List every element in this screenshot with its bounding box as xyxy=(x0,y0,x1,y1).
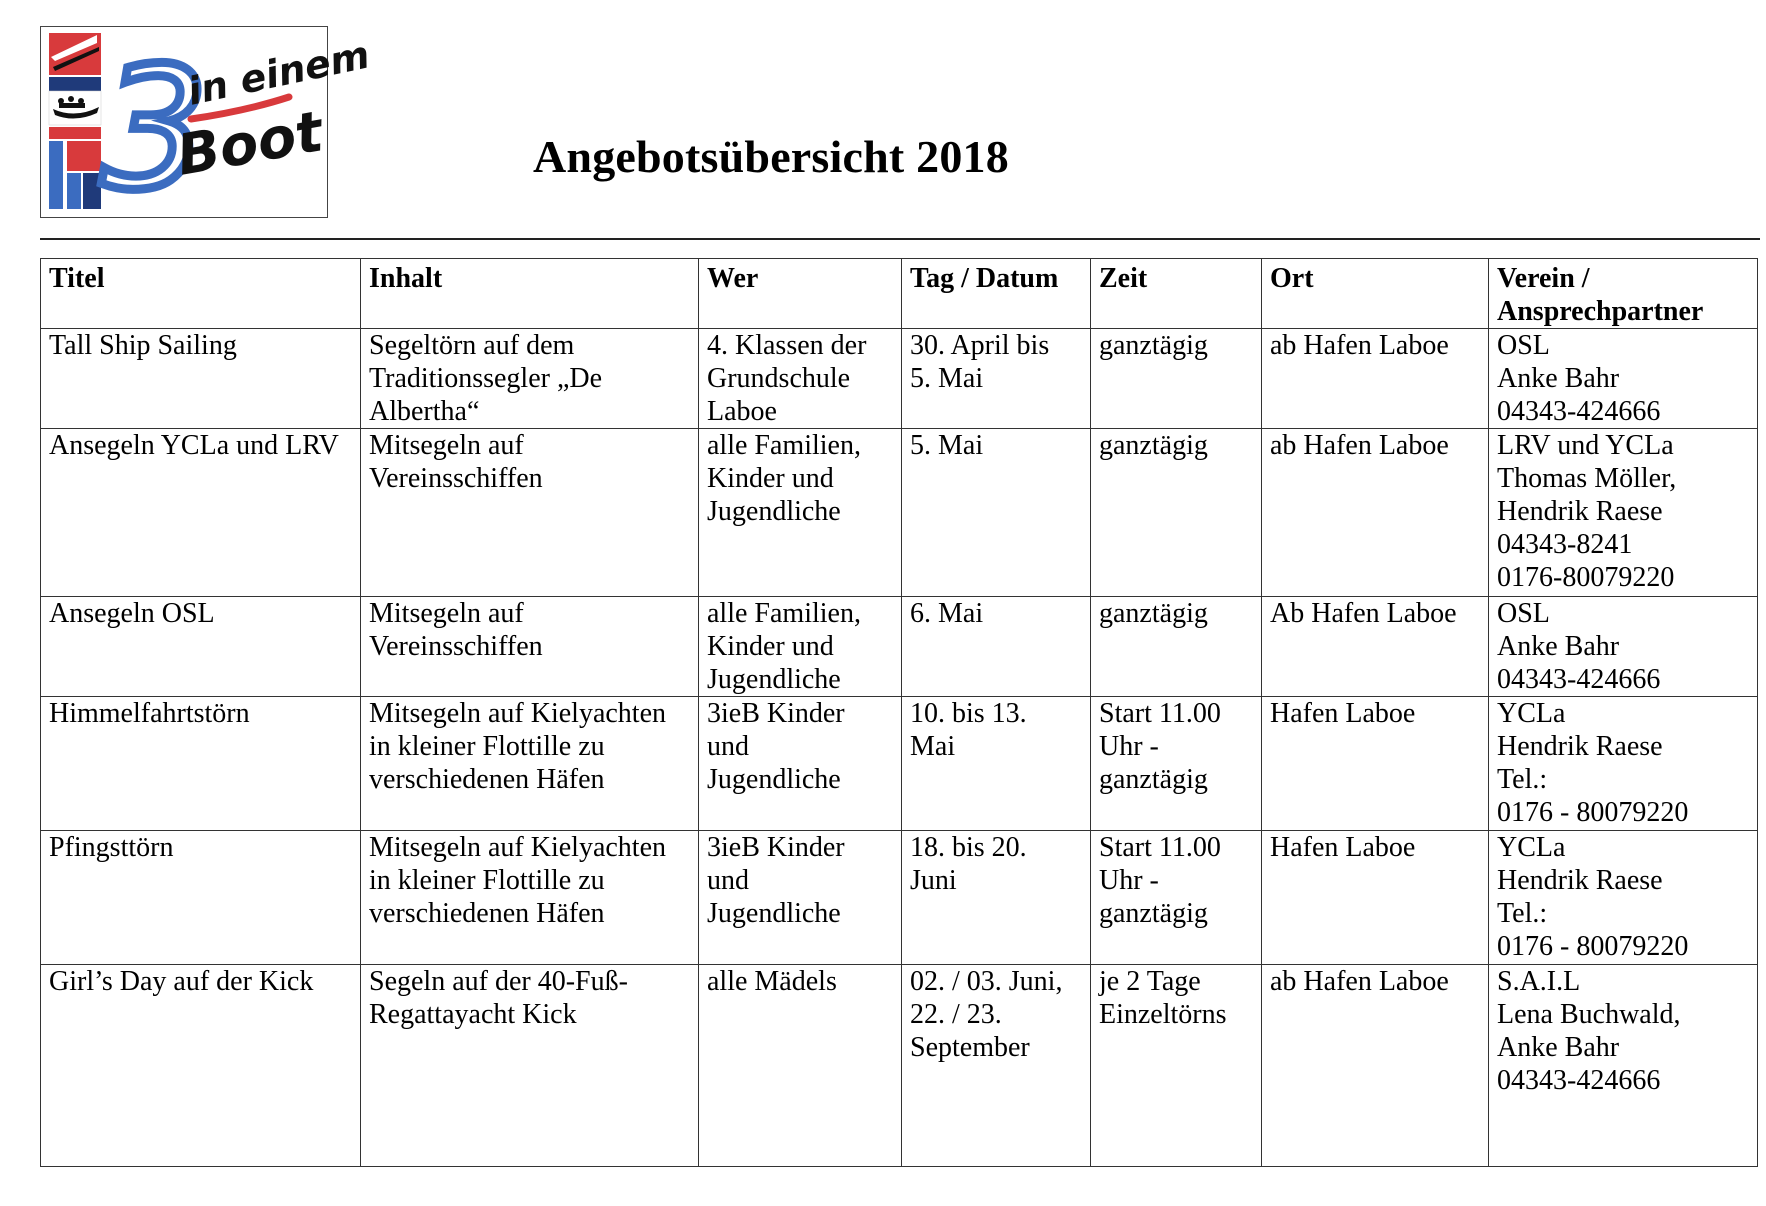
cell-line: 04343-424666 xyxy=(1497,664,1661,695)
cell-line: Einzeltörns xyxy=(1099,999,1227,1030)
cell-line: Tel.: xyxy=(1497,898,1548,929)
cell-zeit xyxy=(1091,429,1262,597)
cell-line: Hafen Laboe xyxy=(1270,698,1416,729)
cell-titel xyxy=(41,965,361,1167)
cell-line: Anke Bahr xyxy=(1497,1032,1620,1063)
cell-wer xyxy=(699,429,902,597)
cell-line: verschiedenen Häfen xyxy=(369,898,605,929)
column-header-titel xyxy=(41,259,361,329)
cell-line: Albertha“ xyxy=(369,396,480,427)
cell-titel xyxy=(41,597,361,697)
cell-line: Mitsegeln auf xyxy=(369,430,524,461)
cell-zeit xyxy=(1091,329,1262,429)
column-header-ort xyxy=(1262,259,1489,329)
cell-inhalt xyxy=(361,965,699,1167)
cell-line: 10. bis 13. xyxy=(910,698,1027,729)
cell-line: 3ieB Kinder xyxy=(707,698,845,729)
cell-verein-ansprechpartner xyxy=(1489,697,1758,831)
cell-line: Jugendliche xyxy=(707,496,841,527)
cell-line: Hafen Laboe xyxy=(1270,832,1416,863)
cell-line: Lena Buchwald, xyxy=(1497,999,1681,1030)
cell-line: alle Familien, xyxy=(707,598,861,629)
cell-line: LRV und YCLa xyxy=(1497,430,1674,461)
cell-verein-ansprechpartner xyxy=(1489,329,1758,429)
cell-line: 0176 - 80079220 xyxy=(1497,931,1689,962)
cell-line: Wer xyxy=(707,263,759,294)
cell-line: Kinder und xyxy=(707,463,834,494)
cell-ort xyxy=(1262,429,1489,597)
cell-ort xyxy=(1262,965,1489,1167)
cell-ort xyxy=(1262,597,1489,697)
cell-line: 18. bis 20. xyxy=(910,832,1027,863)
column-header-verein-ansprechpartner xyxy=(1489,259,1758,329)
cell-line: Tel.: xyxy=(1497,764,1548,795)
cell-tag-datum xyxy=(902,697,1091,831)
cell-wer xyxy=(699,597,902,697)
cell-zeit xyxy=(1091,697,1262,831)
table-header-row xyxy=(41,259,1758,329)
cell-line: 5. Mai xyxy=(910,363,984,394)
cell-line: September xyxy=(910,1032,1030,1063)
cell-line: Verein / xyxy=(1497,263,1590,294)
cell-wer xyxy=(699,965,902,1167)
cell-line: 04343-424666 xyxy=(1497,1065,1661,1096)
cell-line: Ort xyxy=(1270,263,1314,294)
logo-text-boot: Boot xyxy=(172,99,328,189)
cell-line: Kinder und xyxy=(707,631,834,662)
cell-line: und xyxy=(707,865,749,896)
cell-line: Tag / Datum xyxy=(910,263,1059,294)
cell-line: ganztägig xyxy=(1099,430,1208,461)
cell-line: Vereinsschiffen xyxy=(369,631,543,662)
cell-line: Girl’s Day auf der Kick xyxy=(49,966,314,997)
cell-verein-ansprechpartner xyxy=(1489,831,1758,965)
cell-verein-ansprechpartner xyxy=(1489,597,1758,697)
logo xyxy=(40,26,374,227)
cell-line: Hendrik Raese xyxy=(1497,865,1663,896)
cell-line: Regattayacht Kick xyxy=(369,999,577,1030)
cell-line: Juni xyxy=(910,865,957,896)
cell-zeit xyxy=(1091,965,1262,1167)
cell-wer xyxy=(699,697,902,831)
column-header-zeit xyxy=(1091,259,1262,329)
cell-tag-datum xyxy=(902,329,1091,429)
cell-line: ganztägig xyxy=(1099,330,1208,361)
cell-line: 0176 - 80079220 xyxy=(1497,797,1689,828)
table-row xyxy=(41,965,1758,1167)
cell-line: ganztägig xyxy=(1099,598,1208,629)
cell-line: YCLa xyxy=(1497,832,1566,863)
cell-line: Uhr - xyxy=(1099,865,1159,896)
cell-line: OSL xyxy=(1497,598,1550,629)
cell-line: 22. / 23. xyxy=(910,999,1002,1030)
cell-inhalt xyxy=(361,697,699,831)
cell-line: Thomas Möller, xyxy=(1497,463,1677,494)
cell-line: Hendrik Raese xyxy=(1497,731,1663,762)
cell-line: Start 11.00 xyxy=(1099,832,1221,863)
cell-titel xyxy=(41,429,361,597)
cell-line: Inhalt xyxy=(369,263,443,294)
cell-line: Hendrik Raese xyxy=(1497,496,1663,527)
cell-line: Jugendliche xyxy=(707,764,841,795)
table-row xyxy=(41,329,1758,429)
cell-line: Start 11.00 xyxy=(1099,698,1221,729)
cell-line: Segeltörn auf dem xyxy=(369,330,575,361)
cell-line: in kleiner Flottille zu xyxy=(369,731,605,762)
cell-line: Segeln auf der 40-Fuß- xyxy=(369,966,628,997)
cell-inhalt xyxy=(361,429,699,597)
page-title: Angebotsübersicht 2018 xyxy=(533,131,1009,182)
cell-line: 5. Mai xyxy=(910,430,984,461)
cell-line: ganztägig xyxy=(1099,764,1208,795)
cell-line: Traditionssegler „De xyxy=(369,363,603,394)
cell-line: Mai xyxy=(910,731,956,762)
cell-titel xyxy=(41,697,361,831)
column-header-wer xyxy=(699,259,902,329)
cell-line: ganztägig xyxy=(1099,898,1208,929)
cell-line: Himmelfahrtstörn xyxy=(49,698,250,729)
cell-line: Pfingsttörn xyxy=(49,832,174,863)
cell-line: Laboe xyxy=(707,396,777,427)
table-row xyxy=(41,597,1758,697)
header-divider xyxy=(40,238,1760,240)
cell-line: 30. April bis xyxy=(910,330,1050,361)
cell-line: Ansegeln OSL xyxy=(49,598,215,629)
cell-line: OSL xyxy=(1497,330,1550,361)
cell-tag-datum xyxy=(902,831,1091,965)
cell-line: 0176-80079220 xyxy=(1497,562,1675,593)
cell-ort xyxy=(1262,697,1489,831)
cell-line: Ansprechpartner xyxy=(1497,296,1704,327)
cell-line: Jugendliche xyxy=(707,664,841,695)
cell-line: Uhr - xyxy=(1099,731,1159,762)
cell-line: S.A.I.L xyxy=(1497,966,1581,997)
cell-wer xyxy=(699,329,902,429)
cell-line: 3ieB Kinder xyxy=(707,832,845,863)
logo-text-in-einem: in einem xyxy=(183,32,374,114)
cell-inhalt xyxy=(361,831,699,965)
cell-line: ab Hafen Laboe xyxy=(1270,330,1449,361)
cell-line: Ansegeln YCLa und LRV xyxy=(49,430,339,461)
cell-tag-datum xyxy=(902,597,1091,697)
cell-ort xyxy=(1262,831,1489,965)
cell-line: Ab Hafen Laboe xyxy=(1270,598,1457,629)
cell-zeit xyxy=(1091,597,1262,697)
cell-line: verschiedenen Häfen xyxy=(369,764,605,795)
cell-line: alle Familien, xyxy=(707,430,861,461)
cell-zeit xyxy=(1091,831,1262,965)
cell-verein-ansprechpartner xyxy=(1489,965,1758,1167)
cell-line: und xyxy=(707,731,749,762)
table-body xyxy=(41,329,1758,1167)
cell-line: alle Mädels xyxy=(707,966,837,997)
cell-line: Tall Ship Sailing xyxy=(49,330,237,361)
cell-line: Mitsegeln auf Kielyachten xyxy=(369,698,667,729)
column-header-inhalt xyxy=(361,259,699,329)
table-row xyxy=(41,831,1758,965)
cell-line: 04343-8241 xyxy=(1497,529,1633,560)
cell-line: Vereinsschiffen xyxy=(369,463,543,494)
offers-table xyxy=(40,258,1758,1167)
cell-wer xyxy=(699,831,902,965)
cell-line: YCLa xyxy=(1497,698,1566,729)
logo-numeral: 3 xyxy=(101,31,208,227)
cell-inhalt xyxy=(361,597,699,697)
cell-line: Mitsegeln auf Kielyachten xyxy=(369,832,667,863)
cell-line: ab Hafen Laboe xyxy=(1270,430,1449,461)
table-row xyxy=(41,697,1758,831)
cell-line: 6. Mai xyxy=(910,598,984,629)
column-header-tag-datum xyxy=(902,259,1091,329)
cell-titel xyxy=(41,329,361,429)
cell-line: ab Hafen Laboe xyxy=(1270,966,1449,997)
cell-line: je 2 Tage xyxy=(1099,966,1201,997)
cell-ort xyxy=(1262,329,1489,429)
logo-graphic xyxy=(41,27,374,227)
cell-line: Zeit xyxy=(1099,263,1148,294)
cell-line: Mitsegeln auf xyxy=(369,598,524,629)
cell-line: 04343-424666 xyxy=(1497,396,1661,427)
cell-line: Grundschule xyxy=(707,363,851,394)
table-row xyxy=(41,429,1758,597)
cell-line: Titel xyxy=(49,263,105,294)
cell-inhalt xyxy=(361,329,699,429)
cell-verein-ansprechpartner xyxy=(1489,429,1758,597)
cell-line: 02. / 03. Juni, xyxy=(910,966,1063,997)
cell-line: in kleiner Flottille zu xyxy=(369,865,605,896)
cell-tag-datum xyxy=(902,965,1091,1167)
cell-tag-datum xyxy=(902,429,1091,597)
cell-titel xyxy=(41,831,361,965)
cell-line: 4. Klassen der xyxy=(707,330,867,361)
cell-line: Jugendliche xyxy=(707,898,841,929)
cell-line: Anke Bahr xyxy=(1497,363,1620,394)
cell-line: Anke Bahr xyxy=(1497,631,1620,662)
